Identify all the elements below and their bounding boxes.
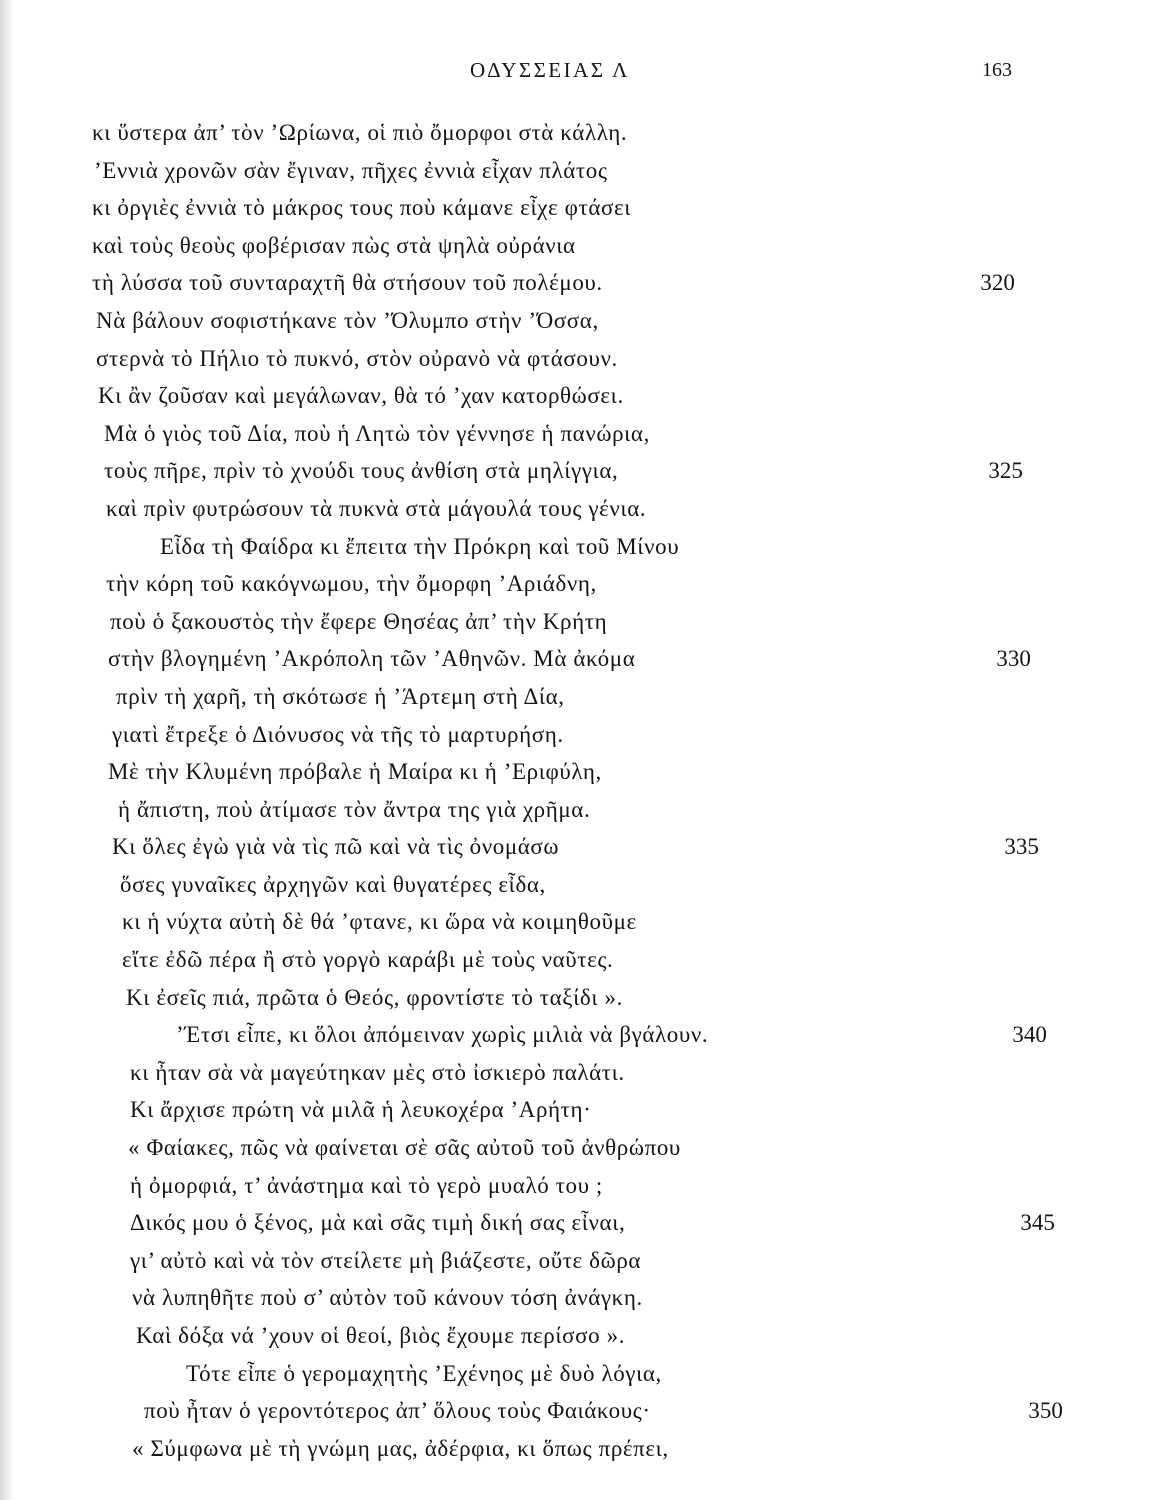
verse-text: Κι ἄρχισε πρώτη νὰ μιλᾶ ἡ λευκοχέρα ’Αρήτη· xyxy=(130,1097,592,1123)
verse-text: κι ἡ νύχτα αὐτὴ δὲ θά ’φτανε, κι ὥρα νὰ κοιμηθοῦμε xyxy=(122,909,637,935)
verse-line xyxy=(0,870,1151,908)
verse-line xyxy=(0,832,1151,870)
verse-line xyxy=(0,682,1151,720)
verse-line xyxy=(0,268,1151,306)
verse-line xyxy=(0,1396,1151,1434)
page-number: 163 xyxy=(982,59,1012,81)
verse-line xyxy=(0,720,1151,758)
verse-line xyxy=(0,1321,1151,1359)
verse-text: εἴτε ἐδῶ πέρα ἢ στὸ γοργὸ καράβι μὲ τοὺς ναῦτες. xyxy=(122,947,614,973)
line-number: 335 xyxy=(1004,834,1039,860)
verse-text: καὶ τοὺς θεοὺς φοβέρισαν πὼς στὰ ψηλὰ οὐράνια xyxy=(92,232,576,258)
verse-line xyxy=(0,644,1151,682)
verse-line xyxy=(0,1283,1151,1321)
verse-text: Μὰ ὁ γιὸς τοῦ Δία, ποὺ ἡ Λητὼ τὸν γέννησε ἡ πανώρια, xyxy=(104,420,650,446)
verse-line xyxy=(0,945,1151,983)
verse-text: ποὺ ἦταν ὁ γεροντότερος ἀπ’ ὅλους τοὺς Φαιάκους· xyxy=(144,1398,651,1424)
verse-text: Καὶ δόξα νά ’χουν οἱ θεοί, βιὸς ἔχουμε περίσσο ». xyxy=(136,1323,626,1348)
verse-line xyxy=(0,1434,1151,1472)
verse-line xyxy=(0,306,1151,344)
verse-text: « Σύμφωνα μὲ τὴ γνώμη μας, ἀδέρφια, κι ὅπως πρέπει, xyxy=(132,1435,669,1461)
line-number: 330 xyxy=(996,646,1031,672)
verse-text: γιατὶ ἔτρεξε ὁ Διόνυσος νὰ τῆς τὸ μαρτυρήση. xyxy=(112,721,564,747)
verse-line xyxy=(0,193,1151,231)
verse-line xyxy=(0,1058,1151,1096)
verse-text: στερνὰ τὸ Πήλιο τὸ πυκνό, στὸν οὐρανὸ νὰ φτάσουν. xyxy=(96,345,618,371)
verse-text: κι ἦταν σὰ νὰ μαγεύτηκαν μὲς στὸ ἰσκιερὸ παλάτι. xyxy=(130,1059,625,1085)
verse-text: κι ὕστερα ἀπ’ τὸν ’Ωρίωνα, οἱ πιὸ ὄμορφοι στὰ κάλλη. xyxy=(92,120,628,145)
verse-line xyxy=(0,231,1151,269)
verse-line xyxy=(0,607,1151,645)
verse-line xyxy=(0,907,1151,945)
line-number: 350 xyxy=(1028,1398,1063,1424)
verse-line xyxy=(0,156,1151,194)
running-title: ΟΔΥΣΣΕΙΑΣ Λ xyxy=(470,58,630,82)
line-number: 320 xyxy=(980,270,1015,296)
verse-text: ’Έτσι εἶπε, κι ὅλοι ἀπόμειναν χωρὶς μιλιὰ νὰ βγάλουν. xyxy=(176,1022,709,1048)
verse-line xyxy=(0,1246,1151,1284)
verse-text: Μὲ τὴν Κλυμένη πρόβαλε ἡ Μαίρα κι ἡ ’Εριφύλη, xyxy=(108,759,602,785)
line-number: 325 xyxy=(988,458,1023,484)
verse-line xyxy=(0,532,1151,570)
verse-line xyxy=(0,757,1151,795)
verse-line xyxy=(0,569,1151,607)
verse-text: γι’ αὐτὸ καὶ νὰ τὸν στείλετε μὴ βιάζεστε, οὔτε δῶρα xyxy=(130,1247,642,1273)
verse-text: τὴν κόρη τοῦ κακόγνωμου, τὴν ὄμορφη ’Αριάδνη, xyxy=(106,571,597,597)
verse-text: Κι ἐσεῖς πιά, πρῶτα ὁ Θεός, φροντίστε τὸ ταξίδι ». xyxy=(126,984,623,1010)
line-number: 340 xyxy=(1012,1022,1047,1048)
line-number: 345 xyxy=(1020,1210,1055,1236)
verse-text: ἡ ἄπιστη, ποὺ ἀτίμασε τὸν ἄντρα της γιὰ χρῆμα. xyxy=(118,796,591,822)
verse-line xyxy=(0,381,1151,419)
running-header xyxy=(0,58,1151,88)
verse-text: ἡ ὀμορφιά, τ’ ἀνάστημα καὶ τὸ γερὸ μυαλό του ; xyxy=(130,1172,603,1198)
verse-line xyxy=(0,344,1151,382)
poem-text xyxy=(0,118,1151,1471)
verse-text: τὴ λύσσα τοῦ συνταραχτῆ θὰ στήσουν τοῦ πολέμου. xyxy=(92,270,603,296)
verse-line xyxy=(0,1208,1151,1246)
verse-text: ποὺ ὁ ξακουστὸς τὴν ἔφερε Θησέας ἀπ’ τὴν Κρήτη xyxy=(110,608,608,634)
verse-text: Κι ἂν ζοῦσαν καὶ μεγάλωναν, θὰ τό ’χαν κατορθώσει. xyxy=(98,383,624,409)
verse-text: ’Εννιὰ χρονῶν σὰν ἔγιναν, πῆχες ἐννιὰ εἶχαν πλάτος xyxy=(94,157,608,183)
verse-text: νὰ λυπηθῆτε ποὺ σ’ αὐτὸν τοῦ κάνουν τόση ἀνάγκη. xyxy=(132,1285,643,1311)
verse-line xyxy=(0,1359,1151,1397)
verse-text: Δικός μου ὁ ξένος, μὰ καὶ σᾶς τιμὴ δική σας εἶναι, xyxy=(130,1210,626,1236)
verse-text: στὴν βλογημένη ’Ακρόπολη τῶν ’Αθηνῶν. Μὰ ἀκόμα xyxy=(108,646,636,672)
verse-line xyxy=(0,494,1151,532)
verse-line xyxy=(0,1171,1151,1209)
verse-line xyxy=(0,1095,1151,1133)
verse-line xyxy=(0,1133,1151,1171)
verse-line xyxy=(0,795,1151,833)
verse-line xyxy=(0,983,1151,1021)
verse-text: Τότε εἶπε ὁ γερομαχητὴς ’Εχένηος μὲ δυὸ λόγια, xyxy=(186,1360,662,1386)
verse-line xyxy=(0,456,1151,494)
verse-line xyxy=(0,1020,1151,1058)
verse-line xyxy=(0,118,1151,156)
verse-text: Κι ὅλες ἐγὼ γιὰ νὰ τὶς πῶ καὶ νὰ τὶς ὀνομάσω xyxy=(112,834,560,860)
verse-text: Εἶδα τὴ Φαίδρα κι ἔπειτα τὴν Πρόκρη καὶ τοῦ Μίνου xyxy=(160,533,680,559)
verse-line xyxy=(0,419,1151,457)
verse-text: τοὺς πῆρε, πρὶν τὸ χνούδι τους ἀνθίση στὰ μηλίγγια, xyxy=(104,458,619,484)
verse-text: « Φαίακες, πῶς νὰ φαίνεται σὲ σᾶς αὐτοῦ τοῦ ἀνθρώπου xyxy=(128,1135,681,1161)
verse-text: καὶ πρὶν φυτρώσουν τὰ πυκνὰ στὰ μάγουλά τους γένια. xyxy=(106,495,647,521)
verse-text: Νὰ βάλουν σοφιστήκανε τὸν ’Όλυμπο στὴν ’Όσσα, xyxy=(96,307,599,333)
verse-text: πρὶν τὴ χαρῆ, τὴ σκότωσε ἡ ’Άρτεμη στὴ Δία, xyxy=(116,683,565,709)
verse-text: ὅσες γυναῖκες ἀρχηγῶν καὶ θυγατέρες εἶδα, xyxy=(120,871,546,897)
verse-text: κι ὀργιὲς ἐννιὰ τὸ μάκρος τους ποὺ κάμανε εἶχε φτάσει xyxy=(92,195,632,221)
